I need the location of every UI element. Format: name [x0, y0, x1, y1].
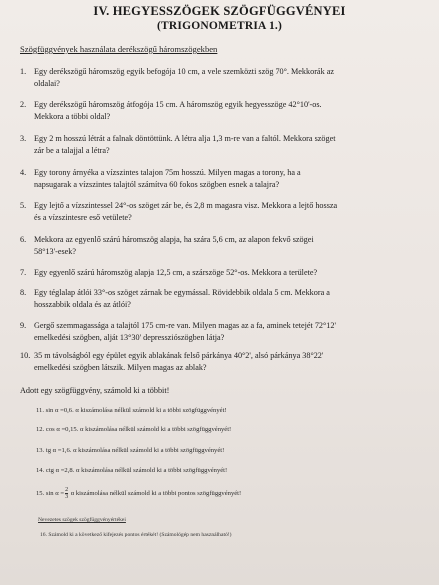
given-value: cos α =0,15. — [45, 426, 79, 433]
problem-text: Egy derékszögű háromszög átfogója 15 cm. A háromszög egyik hegyesszöge 42°10'-os. — [34, 100, 322, 109]
problem-text: Egy 2 m hosszú létrát a falnak döntöttünk. A létra alja 1,3 m-re van a faltól. Mekkora szöget — [34, 134, 336, 143]
problem-text: Egy derékszögű háromszög egyik befogója 10 cm, a vele szemközti szög 70°. Mekkorák az — [34, 67, 334, 76]
problem-text: Egy lejtő a vízszintessel 24°-os szöget zár be, és 2,8 m magasra visz. Mekkora a lejtő hossza — [34, 201, 338, 210]
problem-number: 12. — [36, 426, 45, 433]
problem-text: α kiszámolása nélkül számold ki a többi szögfüggvényét! — [73, 447, 225, 454]
problem-text: α kiszámolása nélkül számold ki a többi szögfüggvényét! — [75, 467, 228, 474]
problem-number: 16. — [40, 532, 47, 538]
problem-number: 15. — [36, 490, 45, 498]
problem-5 — [20, 200, 422, 223]
problem-text: Számold ki a következő kifejezés pontos értékét! (Számológép nem használható!) — [48, 532, 232, 538]
problem-number: 3. — [20, 134, 27, 143]
problem-number: 10. — [20, 351, 31, 360]
page-title: IV. HEGYESSZÖGEK SZÖGFÜGGVÉNYEI — [93, 4, 346, 18]
problem-text: Gergő szemmagassága a talajtól 175 cm-re van. Milyen magas az a fa, aminek tetejét 72°12' — [34, 321, 336, 330]
problem-text-cont: emelkedési szögben látszik. Milyen magas az ablak? — [34, 362, 207, 372]
section-heading-right-triangles: Szögfüggvények használata derékszögű háromszögekben — [20, 44, 218, 54]
problem-text: Egy torony árnyéka a vízszintes talajon 75m hosszú. Milyen magas a torony, ha a — [34, 168, 301, 177]
problem-number: 13. — [36, 447, 45, 454]
problem-11 — [36, 406, 426, 416]
problem-number: 6. — [20, 235, 27, 244]
problem-7 — [20, 267, 422, 279]
problem-text: α kiszámolása nélkül számold ki a többi szögfüggvényét! — [75, 407, 227, 414]
given-value: sin α = — [45, 490, 65, 498]
given-value: ctg α =2,8. — [45, 467, 75, 474]
problem-3 — [20, 133, 422, 156]
fraction — [65, 487, 68, 500]
problem-number: 4. — [20, 168, 27, 177]
problem-number: 7. — [20, 268, 27, 277]
problem-text-cont: emelkedési szögben, alját 13°30' depressziószögben látja? — [34, 332, 225, 342]
problem-4 — [20, 167, 422, 190]
problem-number: 2. — [20, 100, 27, 109]
problem-text-cont: oldalai? — [34, 78, 60, 88]
problem-16 — [40, 530, 420, 542]
problem-text: Egy egyenlő szárú háromszög alapja 12,5 cm, a szárszöge 52°-os. Mekkora a területe? — [34, 268, 318, 277]
problem-text-cont: 58°13'-esek? — [34, 246, 77, 256]
problem-text: Mekkora az egyenlő szárú háromszög alapja, ha szára 5,6 cm, az alapon fekvő szögei — [34, 235, 314, 244]
fraction-numerator: 2 — [65, 487, 69, 493]
given-value: sin α =0,6. — [45, 407, 74, 414]
section-intro-given-function: Adott egy szögfüggvény, számold ki a többit! — [20, 386, 170, 395]
problem-number: 14. — [36, 467, 45, 474]
fraction-denominator: 3 — [65, 494, 69, 500]
problem-15 — [36, 487, 426, 500]
problem-number: 5. — [20, 201, 27, 210]
page-subtitle: (TRIGONOMETRIA 1.) — [157, 20, 282, 32]
problem-text-cont: napsugarak a vízszintes talajtól számítva 60 fokos szögben esnek a talajra? — [34, 179, 280, 189]
problem-text: Egy téglalap átlói 33°-os szöget zárnak be egymással. Rövidebbik oldala 5 cm. Mekkora a — [34, 288, 330, 297]
problem-text-cont: Mekkora a többi oldal? — [34, 111, 111, 121]
given-value: tg α =1,6. — [45, 447, 72, 454]
problem-number: 9. — [20, 321, 27, 330]
problem-text-cont: zár be a talajjal a létra? — [34, 145, 110, 155]
problem-text: 35 m távolságból egy épület egyik ablakának felső párkánya 40°2', alsó párkánya 38°22' — [34, 351, 324, 360]
problem-number: 11. — [36, 407, 44, 414]
problem-number: 1. — [20, 67, 27, 76]
problem-8 — [20, 287, 422, 310]
problem-1 — [20, 66, 422, 89]
problem-text: α kiszámolása nélkül számold ki a többi szögfüggvényét! — [80, 426, 232, 433]
problem-14 — [36, 466, 426, 476]
problem-text-cont: és a vízszintesre eső vetülete? — [34, 212, 132, 222]
problem-text-cont: hosszabbik oldala és az átlói? — [34, 299, 131, 309]
section-heading-special-angles: Nevezetes szögek szögfüggvényértékei — [38, 517, 126, 523]
problem-9 — [20, 320, 422, 343]
problem-number: 8. — [20, 288, 27, 297]
problem-text: α kiszámolása nélkül számold ki a többi pontos szögfüggvényét! — [70, 490, 242, 498]
problem-10 — [20, 350, 422, 373]
problem-6 — [20, 234, 422, 257]
problem-2 — [20, 99, 422, 122]
problem-13 — [36, 446, 426, 456]
problem-12 — [36, 425, 426, 435]
